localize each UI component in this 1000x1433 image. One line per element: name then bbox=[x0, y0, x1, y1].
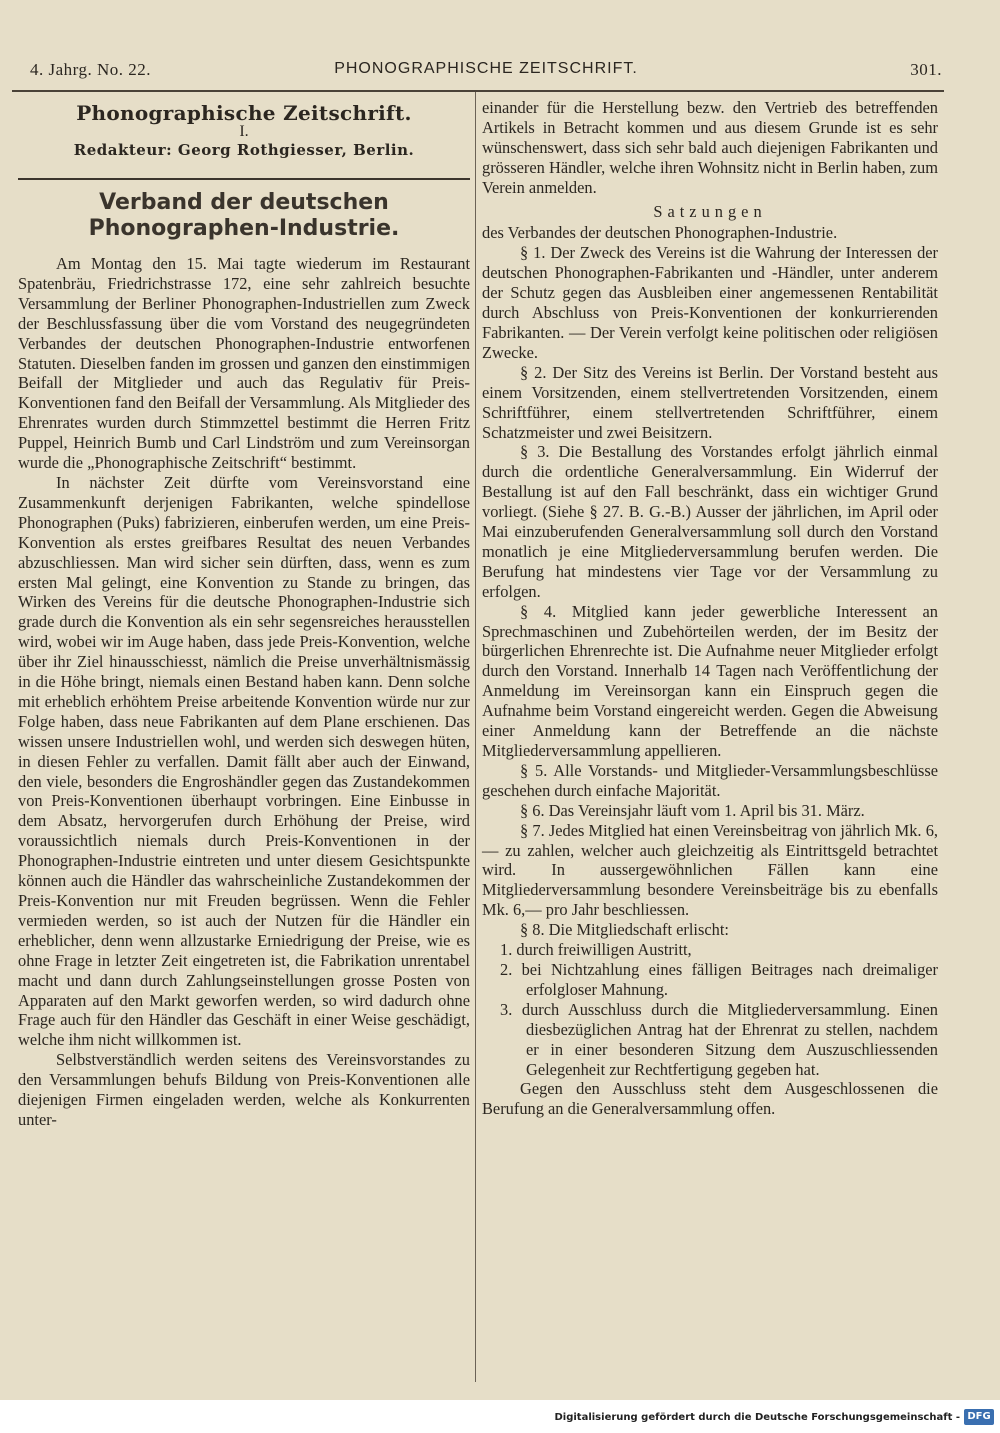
list-item: 1. durch freiwilligen Austritt, bbox=[500, 940, 692, 960]
journal-title: PHONOGRAPHISCHE ZEITSCHRIFT. bbox=[334, 60, 638, 77]
right-column bbox=[482, 98, 938, 1119]
statute-paragraph: § 7. Jedes Mitglied hat einen Vereinsbeitrag von jährlich Mk. 6,— zu zahlen, welcher auch gleichzeitig als Eintrittsgeld betrachtet wird. In aussergewöhnlichen Fällen kann eine Mitgliederversammlung besondere Vereinsbeiträge bis zu ebenfalls Mk. 6,— pro Jahr beschliessen. bbox=[482, 820, 938, 920]
funding-credit: Digitalisierung gefördert durch die Deutsche Forschungsgemeinschaft - bbox=[554, 1412, 960, 1423]
masthead-rule bbox=[18, 178, 470, 180]
paragraph: Selbstverständlich werden seitens des Vereinsvorstandes zu den Versammlungen behufs Bildung von Preis-Konventionen alle diejenigen Firmen eingeladen werden, welche als Konkurrenten unter- bbox=[18, 1050, 470, 1129]
article-title: Verband der deutschen Phonographen-Industrie. bbox=[88, 190, 400, 241]
masthead-title: Phonographische Zeitschrift. bbox=[76, 101, 412, 125]
footer-bar bbox=[0, 1400, 1000, 1433]
statute-paragraph: § 1. Der Zweck des Vereins ist die Wahrung der Interessen der deutschen Phonographen-Fabrikanten und -Händler, unter anderem der Schutz gegen das Ausbleiben einer angemessenen Rentabilität durch Abschluss von Preis-Konventionen der konkurrierenden Fabrikanten. — Der Verein verfolgt keine politischen oder religiösen Zwecke. bbox=[482, 243, 938, 362]
list-item: 2. bei Nichtzahlung eines fälligen Beitrages nach dreimaliger erfolgloser Mahnung. bbox=[500, 959, 938, 999]
section-title: Satzungen bbox=[653, 201, 767, 221]
header-rule bbox=[12, 90, 944, 92]
closing-paragraph: Gegen den Ausschluss steht dem Ausgeschlossenen die Berufung an die Generalversammlung offen. bbox=[482, 1079, 938, 1119]
statute-paragraph: § 2. Der Sitz des Vereins ist Berlin. Der Vorstand besteht aus einem Vorsitzenden, einem stellvertretenden Vorsitzenden, einem Schriftführer, einem stellvertretenden Schriftführer, einem Schatzmeister und zwei Beisitzern. bbox=[482, 362, 938, 442]
dfg-logo: DFG bbox=[964, 1409, 994, 1425]
column-rule bbox=[475, 92, 476, 1382]
left-column bbox=[18, 94, 470, 1130]
running-header bbox=[30, 60, 942, 86]
statute-paragraph: § 4. Mitglied kann jeder gewerbliche Interessent an Sprechmaschinen und Zubehörteilen werden, der im Besitz der bürgerlichen Ehrenrechte ist. Die Aufnahme neuer Mitglieder erfolgt durch den Vorstand. Innerhalb 14 Tagen nach Veröffentlichung der Anmeldung im Vereinsorgan kann ein Einspruch gegen die Aufnahme beim Vorstand eingereicht werden. Gegen die Abweisung einer Anmeldung kann der Betreffende an die nächste Mitgliederversammlung appellieren. bbox=[482, 601, 938, 760]
statute-paragraph: § 8. Die Mitgliedschaft erlischt: bbox=[520, 920, 729, 940]
statute-paragraph: § 6. Das Vereinsjahr läuft vom 1. April bis 31. März. bbox=[520, 800, 865, 820]
paragraph-continuation: einander für die Herstellung bezw. den Vertrieb des betreffenden Artikels in Betracht kommen und aus diesem Grunde ist es sehr wünschenswert, dass sich sehr bald auch diejenigen Fabrikanten und grösseren Händler, welche ihren Wohnsitz nicht in Berlin haben, zum Verein anmelden. bbox=[482, 98, 938, 197]
masthead-editor: Redakteur: Georg Rothgiesser, Berlin. bbox=[73, 141, 415, 159]
page-number: 301. bbox=[910, 60, 942, 79]
masthead-number: I. bbox=[239, 123, 249, 140]
paragraph: In nächster Zeit dürfte vom Vereinsvorstand eine Zusammenkunft derjenigen Fabrikanten, welche spindellose Phonographen (Puks) fabrizieren, einberufen werden, um eine Preis-Konvention als erstes greifbares Resultat des neuen Verbandes abzuschliessen. Man wird sicher sein dürften, dass, wenn es zum ersten Mal gelingt, eine Konvention zu Stande zu bringen, das Wirken des Vereins für die deutsche Phonographen-Industrie sich grade durch die Konvention als ein sehr segensreiches herausstellen wird, wobei wir im Auge haben, dass jede Preis-Konvention, welche über ihr Ziel hinausschiesst, nämlich die Preise unverhältnismässig in die Höhe bringt, niemals einen Bestand haben kann. Denn solche mit erheblich erhöhtem Preise arbeitende Konvention würde nur zur Folge haben, dass neue Fabrikanten auf dem Plane erschienen. Das wissen unsere Industriellen wohl, und werden sich deswegen hüten, in diesen Fehler zu verfallen. Damit fällt aber auch der Einwand, den viele, besonders die Engroshändler gegen das Zustandekommen von Preis-Konventionen überhaupt vorbringen. Eine Einbusse in dem Absatz, hervorgerufen durch Erhöhung der Preise, wird voraussichtlich niemals durch Preis-Konventionen in der Phonographen-Industrie eintreten und unter diesem Gesichtspunkte können auch die Händler das wahrscheinliche Zustandekommen der Preis-Konvention nur mit Freuden begrüssen. Wenn die Fehler vermieden werden, so ist auch der Nutzen für die Händler ein erheblicher, denn wenn allzustarke Erniedrigung der Preise, wie es ohne Frage in letzter Zeit eingetreten ist, die Fabrikation unrentabel macht und dann durch Zahlungseinstellungen grosse Posten von Apparaten auf den Markt geworfen werden, so wird dadurch ohne Frage auch für den Händler das Geschäft in einer Weise geschädigt, welche ihm nicht willkommen ist. bbox=[18, 472, 470, 1050]
statute-paragraph: § 3. Die Bestallung des Vorstandes erfolgt jährlich einmal durch die ordentliche Generalversammlung. Ein Widerruf der Bestallung ist auf den Fall beschränkt, dass ein wichtiger Grund vorliegt. (Siehe § 27. B. G.-B.) Ausser der jährlichen, im April oder Mai einzuberufenden Generalversammlung soll durch den Vorstand monatlich je eine Mitgliederversammlung berufen werden. Die Berufung hat mindestens vier Tage vor der Versammlung zu erfolgen. bbox=[482, 442, 938, 601]
statute-paragraph: § 5. Alle Vorstands- und Mitglieder-Versammlungsbeschlüsse geschehen durch einfache Majorität. bbox=[482, 760, 938, 800]
section-subtitle: des Verbandes der deutschen Phonographen-Industrie. bbox=[482, 223, 838, 243]
paragraph: Am Montag den 15. Mai tagte wiederum im Restaurant Spatenbräu, Friedrichstrasse 172, eine sehr zahlreich besuchte Versammlung der Berliner Phonographen-Industriellen zum Zweck der Beschlussfassung über die vom Vorstand des neugegründeten Verbandes der deutschen Phonographen-Industrie entworfenen Statuten. Dieselben fanden im grossen und ganzen den einstimmigen Beifall der Mitglieder und auch das Regulativ für Preis-Konventionen fand den Beifall der Versammlung. Als Mitglieder des Ehrenrates wurden durch Stimmzettel bestimmt die Herren Fritz Puppel, Heinrich Bumb und Carl Lindström und zum Vereinsorgan wurde die „Phonographische Zeitschrift“ bestimmt. bbox=[18, 254, 470, 473]
list-item: 3. durch Ausschluss durch die Mitgliederversammlung. Einen diesbezüglichen Antrag hat der Ehrenrat zu stellen, nachdem er in einer besonderen Sitzung dem Auszuschliessenden Gelegenheit zur Rechtfertigung gegeben hat. bbox=[500, 999, 938, 1079]
issue-info: 4. Jahrg. No. 22. bbox=[30, 60, 152, 79]
